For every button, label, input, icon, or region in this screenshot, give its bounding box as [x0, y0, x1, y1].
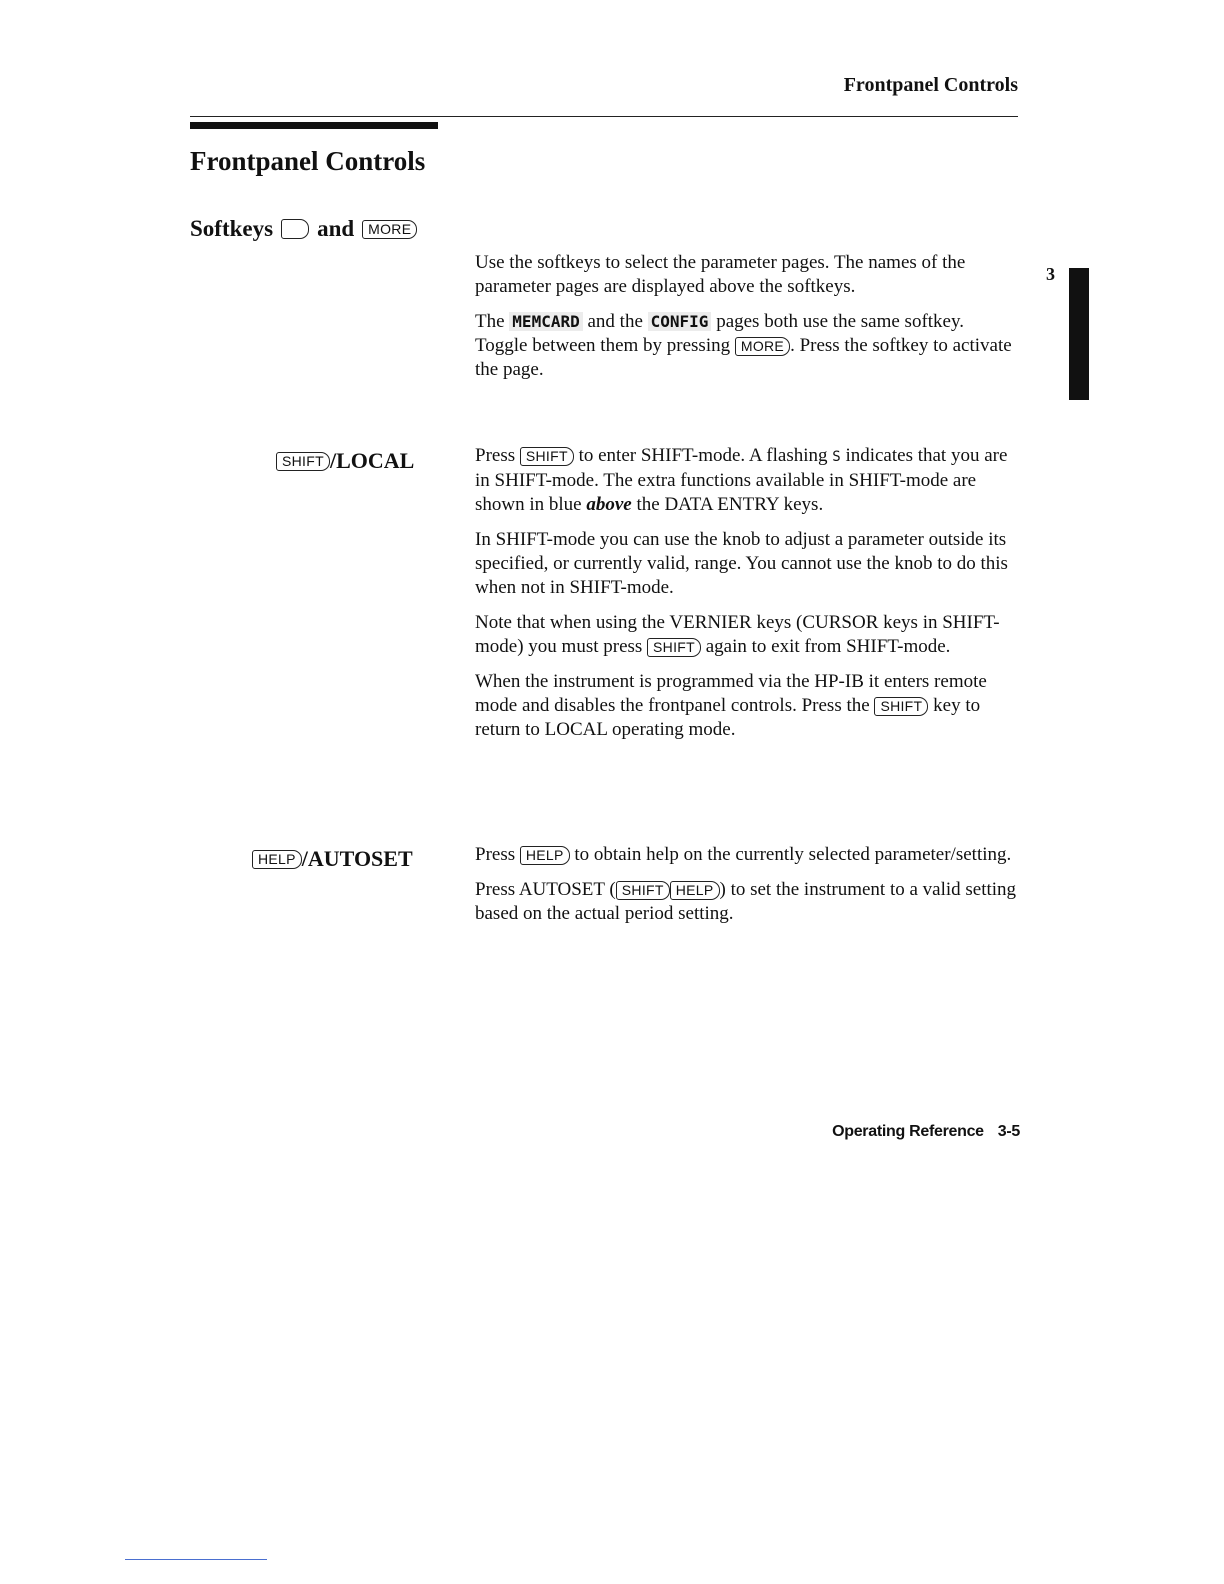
text: again to exit from SHIFT-mode. [705, 636, 951, 657]
softkeys-body [475, 251, 1020, 393]
text: ) to set the instrument to a valid setting based on the actual period setting. [475, 879, 1017, 924]
shift-local-label [276, 448, 414, 474]
softkeys-paragraph-1: Use the softkeys to select the parameter pages. The names of the parameter pages are displayed above the softkeys. [475, 252, 966, 297]
footer-page-number: 3-5 [997, 1123, 1020, 1140]
softkeys-heading [190, 216, 417, 242]
softkeys-paragraph-2 [475, 310, 1020, 382]
shift-paragraph-4 [475, 670, 1020, 742]
help-key: HELP [252, 850, 302, 869]
help-key: HELP [670, 881, 720, 900]
shift-paragraph-3 [475, 611, 1020, 659]
text: Press [475, 445, 516, 466]
memcard-page-name: MEMCARD [509, 312, 582, 331]
shift-paragraph-2: In SHIFT-mode you can use the knob to adjust a parameter outside its specified, or currently valid, range. You cannot use the knob to do this when not in SHIFT-mode. [475, 529, 1008, 598]
shift-key: SHIFT [874, 697, 928, 716]
section-title: Frontpanel Controls [190, 146, 426, 176]
softkey-blank-icon [281, 219, 309, 239]
shift-key: SHIFT [647, 638, 701, 657]
chapter-tab-marker [1069, 268, 1089, 400]
text: to obtain help on the currently selected parameter/setting. [574, 844, 1012, 865]
text: the DATA ENTRY keys. [636, 494, 824, 515]
more-key: MORE [362, 220, 417, 239]
text: pages both use the same softkey. Toggle between them by pressing [475, 311, 965, 356]
config-page-name: CONFIG [648, 312, 712, 331]
above-emphasis: above [586, 494, 632, 515]
help-paragraph-1 [475, 843, 1020, 867]
text: Note that when using the VERNIER keys (CURSOR keys in SHIFT-mode) you must press [475, 612, 1000, 657]
text: Press [475, 844, 516, 865]
text: When the instrument is programmed via the HP-IB it enters remote mode and disables the frontpanel controls. Press the [475, 671, 987, 716]
text: key to return to LOCAL operating mode. [475, 695, 981, 740]
help-body [475, 843, 1020, 937]
shift-key: SHIFT [520, 447, 574, 466]
shift-indicator: S [832, 449, 841, 465]
help-paragraph-2 [475, 878, 1020, 926]
more-key: MORE [735, 337, 790, 356]
footer-book-section: Operating Reference [832, 1123, 984, 1140]
header-rule-bar [190, 122, 438, 129]
chapter-number: 3 [1046, 264, 1055, 284]
local-label-text: /LOCAL [329, 448, 415, 473]
text: indicates that you are in SHIFT-mode. The extra functions available in SHIFT-mode are shown in blue [475, 445, 1008, 515]
shift-paragraph-1 [475, 444, 1020, 517]
text: . Press the softkey to activate the page. [475, 335, 1012, 380]
footnote-rule [125, 1559, 267, 1560]
running-header: Frontpanel Controls [843, 74, 1018, 96]
text: and the [587, 311, 643, 332]
shift-key: SHIFT [616, 881, 670, 900]
help-autoset-label [252, 846, 413, 872]
text: Press AUTOSET ( [475, 879, 616, 900]
help-key: HELP [520, 846, 570, 865]
autoset-label-text: /AUTOSET [301, 846, 413, 871]
header-rule [190, 116, 1018, 117]
text: The [475, 311, 505, 332]
page-footer [820, 1123, 1020, 1141]
shift-key: SHIFT [276, 452, 330, 471]
shift-body [475, 444, 1020, 753]
text: to enter SHIFT-mode. A flashing [578, 445, 828, 466]
softkeys-heading-and: and [317, 216, 355, 241]
softkeys-heading-text: Softkeys [190, 216, 274, 241]
